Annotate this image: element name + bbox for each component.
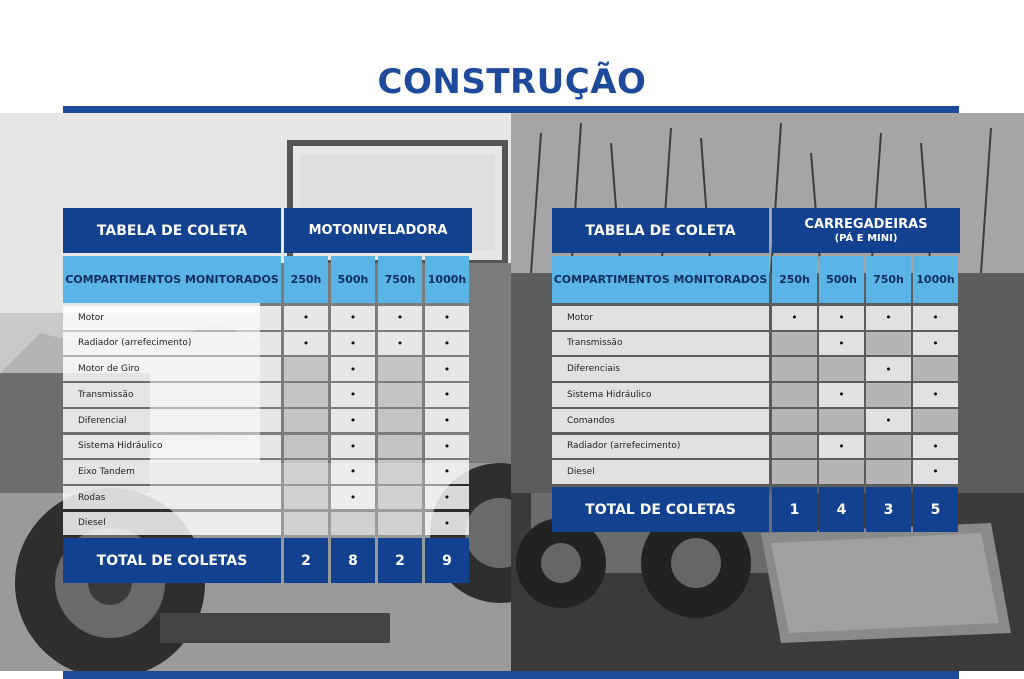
interval-header: 250h <box>772 256 817 303</box>
compartment-label: Diesel <box>552 460 769 484</box>
empty-cell <box>866 435 911 459</box>
empty-cell <box>772 332 817 356</box>
empty-cell <box>913 409 958 433</box>
compartments-header: COMPARTIMENTOS MONITORADOS <box>552 256 769 303</box>
collection-mark: • <box>331 409 375 433</box>
empty-cell <box>378 460 422 484</box>
compartment-label: Rodas <box>63 486 281 510</box>
empty-cell <box>378 409 422 433</box>
compartment-label: Diferenciais <box>552 357 769 381</box>
collection-mark: • <box>913 306 958 330</box>
interval-header: 750h <box>866 256 911 303</box>
empty-cell <box>284 409 328 433</box>
collection-mark: • <box>913 435 958 459</box>
compartment-label: Diesel <box>63 512 281 536</box>
collection-mark: • <box>819 306 864 330</box>
empty-cell <box>378 512 422 536</box>
interval-header: 750h <box>378 256 422 303</box>
compartment-label: Sistema Hidráulico <box>552 383 769 407</box>
interval-header: 500h <box>819 256 864 303</box>
compartments-header: COMPARTIMENTOS MONITORADOS <box>63 256 281 303</box>
empty-cell <box>331 512 375 536</box>
collection-mark: • <box>819 383 864 407</box>
empty-cell <box>772 383 817 407</box>
collection-mark: • <box>331 332 375 356</box>
page-title: CONSTRUÇÃO <box>377 62 647 102</box>
collection-mark: • <box>425 435 469 459</box>
empty-cell <box>284 460 328 484</box>
empty-cell <box>866 460 911 484</box>
empty-cell <box>913 357 958 381</box>
collection-mark: • <box>425 383 469 407</box>
collection-mark: • <box>284 306 328 330</box>
empty-cell <box>772 409 817 433</box>
collection-mark: • <box>913 383 958 407</box>
interval-header: 1000h <box>425 256 469 303</box>
total-value: 1 <box>772 487 817 532</box>
collection-mark: • <box>772 306 817 330</box>
total-value: 8 <box>331 538 375 583</box>
empty-cell <box>284 512 328 536</box>
total-value: 4 <box>819 487 864 532</box>
total-value: 3 <box>866 487 911 532</box>
collection-mark: • <box>913 460 958 484</box>
empty-cell <box>378 357 422 381</box>
collection-mark: • <box>425 306 469 330</box>
compartment-label: Transmissão <box>63 383 281 407</box>
collection-mark: • <box>425 332 469 356</box>
title-rule <box>63 106 959 113</box>
collection-mark: • <box>819 332 864 356</box>
total-label: TOTAL DE COLETAS <box>63 538 281 583</box>
total-value: 2 <box>284 538 328 583</box>
collection-mark: • <box>866 306 911 330</box>
collection-mark: • <box>913 332 958 356</box>
empty-cell <box>819 357 864 381</box>
equipment-header: MOTONIVELADORA <box>284 208 472 253</box>
footer-rule <box>63 671 959 679</box>
collection-mark: • <box>331 435 375 459</box>
collection-mark: • <box>819 435 864 459</box>
empty-cell <box>284 357 328 381</box>
empty-cell <box>378 486 422 510</box>
collection-mark: • <box>284 332 328 356</box>
equipment-header: CARREGADEIRAS (PÁ E MINI) <box>772 208 960 253</box>
compartment-label: Transmissão <box>552 332 769 356</box>
empty-cell <box>284 435 328 459</box>
compartment-label: Radiador (arrefecimento) <box>552 435 769 459</box>
compartment-label: Radiador (arrefecimento) <box>63 332 281 356</box>
empty-cell <box>378 383 422 407</box>
total-value: 5 <box>913 487 958 532</box>
collection-mark: • <box>331 306 375 330</box>
total-value: 2 <box>378 538 422 583</box>
compartment-label: Eixo Tandem <box>63 460 281 484</box>
empty-cell <box>284 486 328 510</box>
interval-header: 500h <box>331 256 375 303</box>
interval-header: 250h <box>284 256 328 303</box>
table-title: TABELA DE COLETA <box>552 208 769 253</box>
compartment-label: Diferencial <box>63 409 281 433</box>
empty-cell <box>772 435 817 459</box>
collection-mark: • <box>425 512 469 536</box>
empty-cell <box>772 357 817 381</box>
compartment-label: Motor <box>552 306 769 330</box>
empty-cell <box>819 409 864 433</box>
collection-mark: • <box>425 409 469 433</box>
collection-mark: • <box>378 306 422 330</box>
empty-cell <box>819 460 864 484</box>
collection-mark: • <box>331 486 375 510</box>
compartment-label: Sistema Hidráulico <box>63 435 281 459</box>
collection-mark: • <box>866 409 911 433</box>
empty-cell <box>866 383 911 407</box>
collection-mark: • <box>378 332 422 356</box>
total-label: TOTAL DE COLETAS <box>552 487 769 532</box>
empty-cell <box>284 383 328 407</box>
table-title: TABELA DE COLETA <box>63 208 281 253</box>
empty-cell <box>378 435 422 459</box>
collection-mark: • <box>866 357 911 381</box>
empty-cell <box>866 332 911 356</box>
compartment-label: Motor <box>63 306 281 330</box>
collection-mark: • <box>331 383 375 407</box>
interval-header: 1000h <box>913 256 958 303</box>
collection-mark: • <box>331 357 375 381</box>
total-value: 9 <box>425 538 469 583</box>
collection-mark: • <box>425 357 469 381</box>
compartment-label: Motor de Giro <box>63 357 281 381</box>
collection-mark: • <box>425 486 469 510</box>
collection-mark: • <box>331 460 375 484</box>
empty-cell <box>772 460 817 484</box>
collection-mark: • <box>425 460 469 484</box>
compartment-label: Comandos <box>552 409 769 433</box>
